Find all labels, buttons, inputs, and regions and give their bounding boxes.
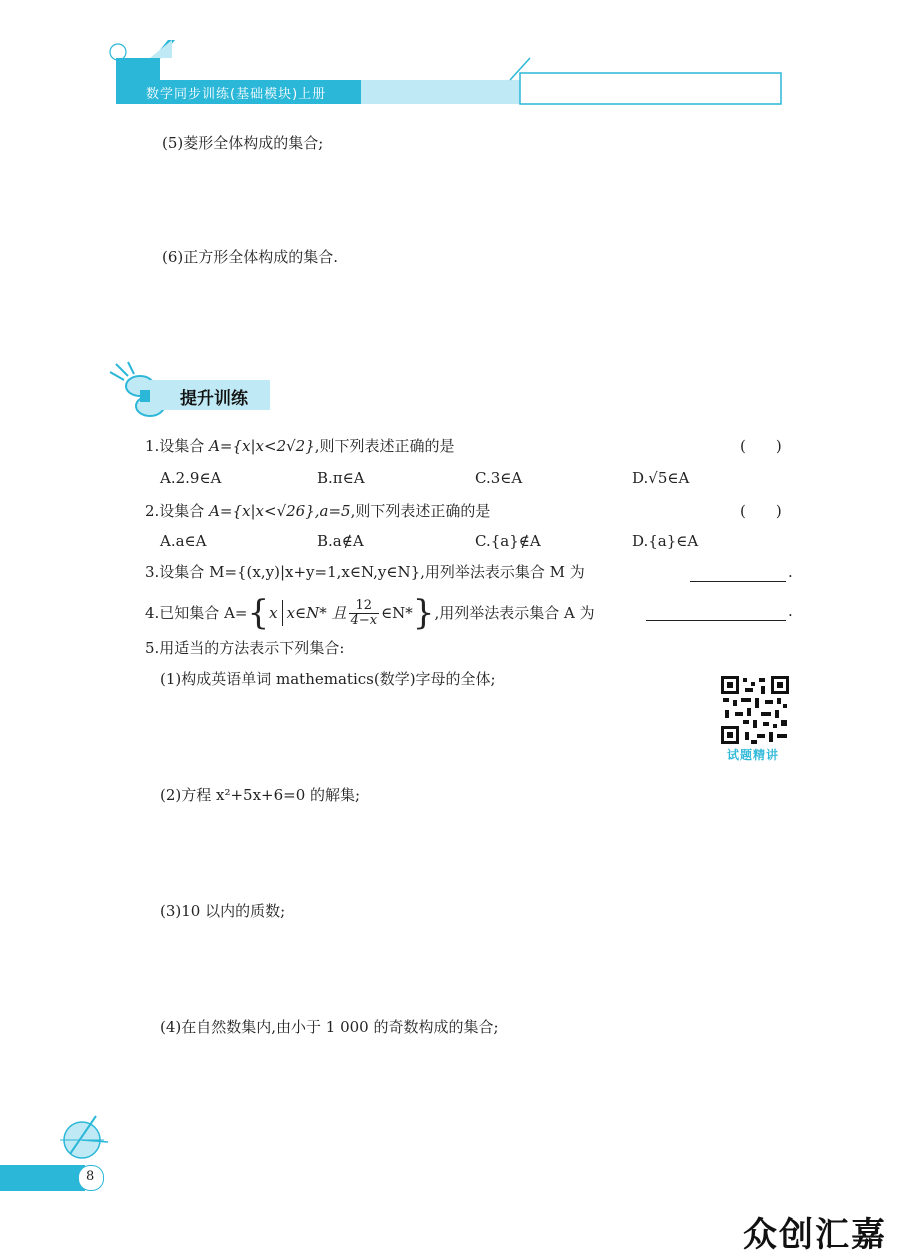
q1-set: A={x|x<2√2} [209,437,315,455]
page-number: 8 [86,1169,95,1184]
q4-var: x [269,604,278,622]
q2-set: A={x|x<√26},a=5 [209,502,351,520]
header-title: 数学同步训练(基础模块)上册 [146,87,327,102]
q5-sub-2: (2)方程 x²+5x+6=0 的解集; [160,786,361,804]
item-6-square: (6)正方形全体构成的集合. [162,248,339,266]
item-5-rhombus: (5)菱形全体构成的集合; [162,134,324,152]
section-title: 提升训练 [180,389,248,409]
q4-frac-num: 12 [349,599,380,614]
q3-answer-blank[interactable] [690,563,786,582]
compass-icon [0,1110,140,1195]
q2-answer-paren: ( ) [740,502,782,520]
header-decoration [0,0,899,110]
q1-answer-paren: ( ) [740,437,782,455]
q2-option-b: B.a∉A [317,532,364,550]
q5-sub-1: (1)构成英语单词 mathematics(数学)字母的全体; [160,670,496,688]
question-2-stem [145,501,490,521]
q4-answer-blank[interactable] [646,602,786,621]
footer-decoration [0,1110,140,1195]
qr-code[interactable] [721,676,789,744]
q5-sub-4: (4)在自然数集内,由小于 1 000 的奇数构成的集合; [160,1018,499,1036]
watermark: 众创汇嘉 [743,1215,887,1255]
q4-brace-right: } [412,593,435,633]
q2-option-a: A.a∈A [160,532,207,550]
q1-option-a: A.2.9∈A [160,469,222,487]
qr-code-icon [721,676,789,744]
q2-option-d: D.{a}∈A [632,532,699,550]
qr-label: 试题精讲 [727,748,780,762]
q4-bar [282,600,283,626]
question-1-stem [145,436,455,456]
q4-end: . [788,602,793,620]
q4-frac-den: 4−x [350,612,378,628]
q2-suffix: ,则下列表述正确的是 [350,502,491,520]
question-4 [145,593,595,633]
header-band [0,0,899,110]
q4-brace-left: { [247,593,270,633]
q4-prefix: 4.已知集合 A= [145,604,248,622]
q4-cond2: ∈N* [381,604,413,622]
q2-option-c: C.{a}∉A [475,532,541,550]
q5-sub-3: (3)10 以内的质数; [160,902,286,920]
q1-option-d: D.√5∈A [632,469,690,487]
question-5-stem: 5.用适当的方法表示下列集合: [145,639,345,657]
q4-cond: x∈N* 且 [286,604,347,622]
q1-prefix: 1.设集合 [145,437,210,455]
q1-option-b: B.π∈A [317,469,365,487]
q1-option-c: C.3∈A [475,469,523,487]
q3-end: . [788,563,793,581]
q4-suffix: ,用列举法表示集合 A 为 [434,604,595,622]
q2-prefix: 2.设集合 [145,502,210,520]
q4-fraction [349,599,380,628]
question-3: 3.设集合 M={(x,y)|x+y=1,x∈N,y∈N},用列举法表示集合 M 为 [145,563,585,581]
q1-suffix: ,则下列表述正确的是 [314,437,455,455]
